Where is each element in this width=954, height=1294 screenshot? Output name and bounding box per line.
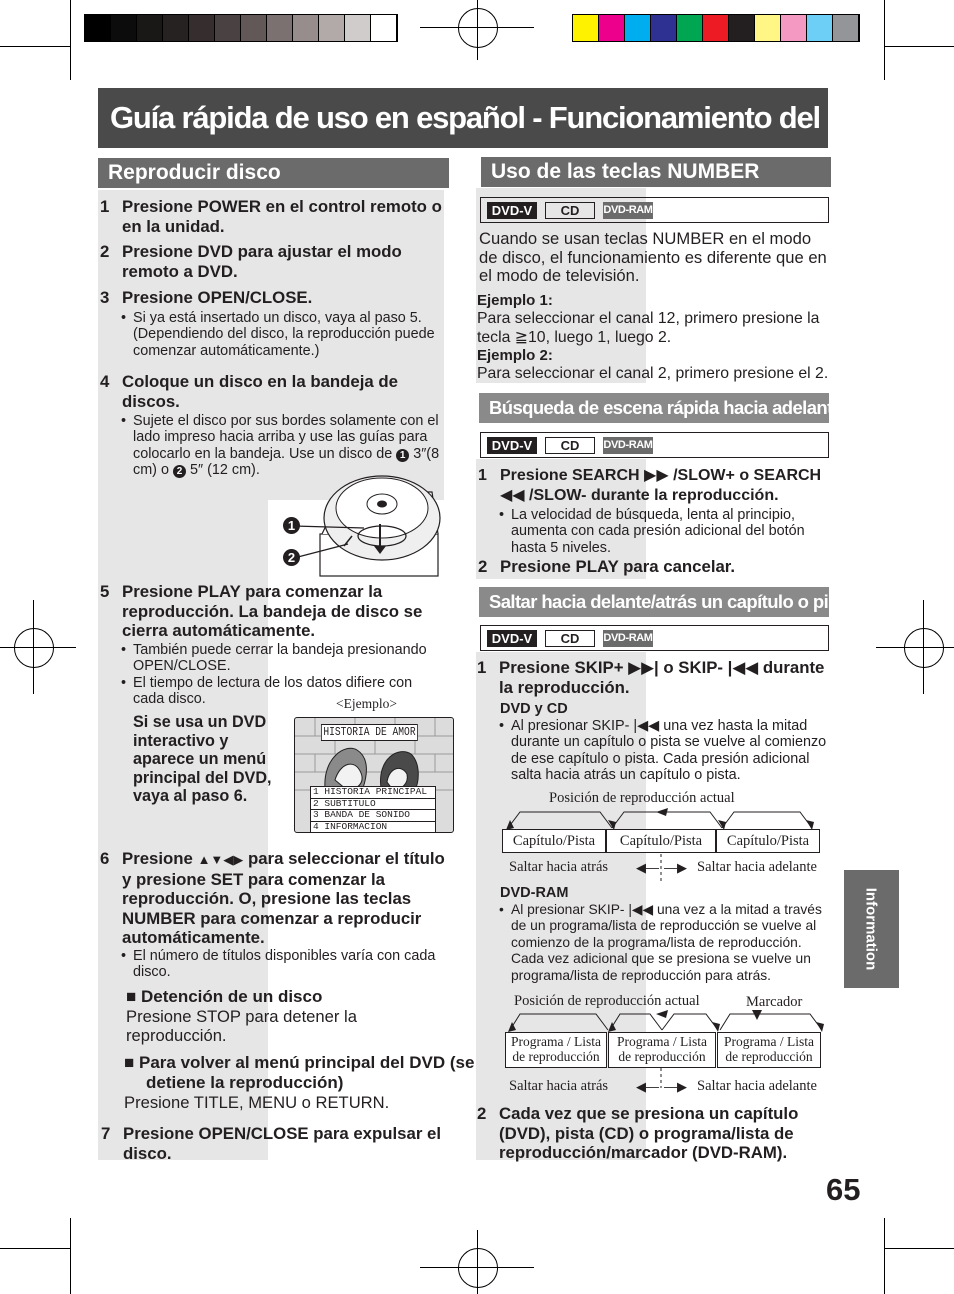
cell-text: de reproducción bbox=[512, 1049, 600, 1064]
note-text: Sujete el disco por sus bordes solamente con el lado impreso hacia arriba y use las guías para colocarlo en la bandeja. Use un disco de bbox=[133, 413, 439, 462]
skip-forward-label: Saltar hacia adelante bbox=[697, 1078, 817, 1094]
step-text: Presione bbox=[122, 849, 193, 868]
arrow-right-icon: —▶ bbox=[664, 860, 687, 875]
badge-dvd-v: DVD-V bbox=[487, 630, 537, 647]
subheading-stop: ■ Detención de un disco bbox=[126, 987, 323, 1006]
color-swatch bbox=[267, 15, 293, 41]
dvd-menu-example bbox=[294, 717, 454, 833]
disc-type-badges bbox=[480, 625, 829, 651]
note-text: 5″ (12 cm). bbox=[189, 462, 260, 479]
crop-mark bbox=[884, 1218, 885, 1294]
step-3-note: • Si ya está insertado un disco, vaya al paso 5. (Dependiendo del disco, la reproducción puede comenzar automáticamente.) bbox=[121, 310, 435, 359]
registration-target bbox=[14, 628, 54, 668]
disc-type-badges bbox=[480, 197, 829, 223]
crop-mark bbox=[33, 600, 34, 694]
side-tab-label: Information bbox=[862, 887, 880, 971]
color-swatch bbox=[755, 15, 781, 41]
note-text: Al presionar SKIP- |◀◀ una vez a la mitad a través de un programa/lista de reproducción se vuelve al comienzo de la programa/lista de reproducción. Cada vez adicional que se presiona se vuelve un programa/lista de reproducción para atrás. bbox=[511, 902, 822, 983]
menu-item: 3 BANDA DE SONIDO bbox=[310, 810, 436, 822]
step-4-note: • Sujete el disco por sus bordes solamente con el lado impreso hacia arriba y use las guías para colocarlo en la bandeja. Use un disco de 1 3″(8 cm) o 2 5″ (12 cm). bbox=[121, 413, 440, 479]
number-keys-intro: Cuando se usan teclas NUMBER en el modo de disco, el funcionamiento es diferente que en el modo de televisión. bbox=[479, 229, 827, 286]
color-swatch bbox=[137, 15, 163, 41]
badge-dvd-ram: DVD-RAM bbox=[603, 437, 653, 454]
subheading-return-menu: ■ Para volver al menú principal del DVD (se detiene la reproducción) bbox=[124, 1053, 475, 1092]
step-text: Presione DVD para ajustar el modo remoto a DVD. bbox=[122, 242, 402, 281]
note-text: El tiempo de lectura de los datos difiere con cada disco. bbox=[133, 675, 413, 708]
search-step-1 bbox=[478, 466, 836, 505]
color-swatch bbox=[85, 15, 111, 41]
chapter-track-cell bbox=[606, 829, 716, 853]
dvd-cd-heading: DVD y CD bbox=[500, 701, 568, 717]
return-menu-text: Presione TITLE, MENU o RETURN. bbox=[124, 1093, 390, 1112]
cell-text: Programa / Lista bbox=[617, 1034, 707, 1049]
disc-tray-illustration bbox=[282, 474, 442, 580]
page-title-bar bbox=[98, 88, 912, 148]
menu-item: 2 SUBTITULO bbox=[310, 799, 436, 811]
search-step-2 bbox=[478, 557, 830, 577]
note-text: Si ya está insertado un disco, vaya al paso 5. (Dependiendo del disco, la reproducción puede comenzar automáticamente.) bbox=[133, 310, 435, 359]
menu-item: 4 INFORMACION bbox=[310, 822, 436, 834]
dvd-cd-note: • Al presionar SKIP- |◀◀ una vez hasta la mitad durante un capítulo o pista se vuelve al comienzo de ese capítulo o pista. Cada presión adicional salta hacia atrás un capítulo o pista. bbox=[499, 718, 827, 784]
arrow-left-icon: ◀— bbox=[636, 1079, 659, 1094]
arrow-keys-icon: ▲▼◀▶ bbox=[197, 852, 244, 867]
process-color-bar bbox=[572, 14, 860, 42]
step-text: Presione SEARCH ▶▶ /SLOW+ o SEARCH ◀◀ /SLOW- durante la reproducción. bbox=[500, 467, 822, 504]
color-swatch bbox=[833, 15, 859, 41]
step-1 bbox=[100, 197, 442, 236]
cell-text: Programa / Lista bbox=[724, 1034, 814, 1049]
skip-back-label: Saltar hacia atrás bbox=[509, 1078, 609, 1094]
step-6 bbox=[100, 849, 448, 948]
crop-mark bbox=[876, 647, 954, 648]
cell-text: de reproducción bbox=[725, 1049, 813, 1064]
dvd-ram-note: • Al presionar SKIP- |◀◀ una vez a la mitad a través de un programa/lista de reproducción se vuelve al comienzo de la programa/lista de reproducción. Cada vez adicional que se presiona se vuelve un programa/lista de reproducción para atrás. bbox=[499, 902, 822, 983]
callout-2: 2 bbox=[283, 549, 300, 566]
gray-scale-color-bar bbox=[84, 14, 398, 42]
search-step-1-note: • La velocidad de búsqueda, lenta al principio, aumenta con cada presión adicional del botón hasta 5 niveles. bbox=[499, 507, 805, 556]
color-swatch bbox=[111, 15, 137, 41]
program-playlist-cell bbox=[608, 1032, 716, 1068]
cell-text: Capítulo/Pista bbox=[726, 833, 810, 849]
step-text: Presione POWER en el control remoto o en la unidad. bbox=[122, 197, 442, 236]
chapter-track-cell bbox=[502, 829, 606, 853]
current-position-label: Posición de reproducción actual bbox=[549, 790, 735, 806]
registration-target bbox=[458, 1248, 498, 1288]
color-swatch bbox=[651, 15, 677, 41]
step-text: Cada vez que se presiona un capítulo (DVD), pista (CD) o programa/lista de reproducción/marcador (DVD-RAM). bbox=[499, 1104, 799, 1162]
color-swatch bbox=[599, 15, 625, 41]
color-swatch bbox=[703, 15, 729, 41]
current-position-label: Posición de reproducción actual bbox=[514, 993, 700, 1009]
crop-mark bbox=[0, 1248, 70, 1249]
step-number: 1 bbox=[477, 658, 487, 677]
circled-number-1: 1 bbox=[396, 449, 409, 462]
dvd-ram-heading: DVD-RAM bbox=[500, 885, 569, 901]
step-7 bbox=[101, 1124, 458, 1163]
step-number: 7 bbox=[101, 1124, 111, 1143]
cell-text: Capítulo/Pista bbox=[619, 833, 703, 849]
badge-dvd-v: DVD-V bbox=[487, 202, 537, 219]
marker-label: Marcador bbox=[746, 994, 803, 1010]
step-3 bbox=[100, 288, 442, 308]
cell-text: de reproducción bbox=[618, 1049, 706, 1064]
example-2-text: Para seleccionar el canal 2, primero presione el 2. bbox=[477, 365, 829, 382]
example-1-text: Para seleccionar el canal 12, primero presione la tecla ≧10, luego 1, luego 2. bbox=[477, 310, 820, 346]
badge-cd: CD bbox=[545, 437, 595, 454]
color-swatch bbox=[729, 15, 755, 41]
step-5-note-2: • El tiempo de lectura de los datos difiere con cada disco. bbox=[121, 675, 413, 708]
color-swatch bbox=[189, 15, 215, 41]
menu-item-list bbox=[310, 786, 436, 833]
menu-title: HISTORIA DE AMOR bbox=[321, 724, 418, 741]
arrow-left-icon: ◀— bbox=[636, 860, 659, 875]
badge-cd: CD bbox=[545, 202, 595, 219]
step-number: 3 bbox=[100, 288, 110, 307]
step-text: Presione PLAY para comenzar la reproducción. La bandeja de disco se cierra automáticamente. bbox=[122, 582, 423, 640]
example-label: <Ejemplo> bbox=[336, 696, 397, 711]
cell-text: Capítulo/Pista bbox=[512, 833, 596, 849]
step-number: 6 bbox=[100, 849, 110, 868]
circled-number-2: 2 bbox=[173, 465, 186, 478]
badge-dvd-ram: DVD-RAM bbox=[603, 630, 653, 647]
callout-1: 1 bbox=[283, 517, 300, 534]
step-2 bbox=[100, 242, 442, 281]
badge-cd: CD bbox=[545, 630, 595, 647]
stop-text: Presione STOP para detener la reproducción. bbox=[126, 1007, 357, 1045]
note-text: Al presionar SKIP- |◀◀ una vez hasta la mitad durante un capítulo o pista se vuelve al comienzo de ese capítulo o pista. Cada presión adicional salta hacia atrás un capítulo o pista. bbox=[511, 718, 827, 784]
program-playlist-cell bbox=[505, 1032, 607, 1068]
step-text: Presione SKIP+ ▶▶| o SKIP- |◀◀ durante la reproducción. bbox=[499, 658, 825, 697]
crop-mark bbox=[70, 0, 71, 80]
step-text: Presione PLAY para cancelar. bbox=[500, 557, 736, 576]
crop-mark bbox=[884, 46, 954, 47]
crop-mark bbox=[884, 1248, 954, 1249]
disc-type-badges bbox=[480, 432, 829, 458]
note-text: La velocidad de búsqueda, lenta al principio, aumenta con cada presión adicional del botón hasta 5 niveles. bbox=[511, 507, 805, 556]
page-title: Guía rápida de uso en español - Funcionamiento del disco- bbox=[110, 100, 912, 135]
skip-forward-label: Saltar hacia adelante bbox=[697, 859, 817, 875]
color-swatch bbox=[573, 15, 599, 41]
color-swatch bbox=[807, 15, 833, 41]
crop-mark bbox=[70, 1218, 71, 1294]
section-heading-play-disc: Reproducir disco bbox=[98, 158, 449, 188]
color-swatch bbox=[371, 15, 397, 41]
arrow-right-icon: —▶ bbox=[664, 1079, 687, 1094]
color-swatch bbox=[215, 15, 241, 41]
step-text: Presione OPEN/CLOSE para expulsar el disco. bbox=[123, 1124, 442, 1163]
color-swatch bbox=[677, 15, 703, 41]
crop-mark bbox=[0, 647, 76, 648]
page-number: 65 bbox=[826, 1172, 861, 1207]
note-text: También puede cerrar la bandeja presionando OPEN/CLOSE. bbox=[133, 642, 427, 675]
chapter-track-cell bbox=[716, 829, 820, 853]
step-number: 1 bbox=[100, 197, 110, 216]
step-4 bbox=[100, 372, 442, 411]
crop-mark bbox=[477, 1230, 478, 1294]
step-text: Coloque un disco en la bandeja de discos. bbox=[122, 372, 398, 411]
step-text: para seleccionar el título y presione SET para comenzar la reproducción. O, presione las teclas NUMBER para comenzar a reproducir automáticamente. bbox=[122, 849, 445, 947]
registration-target bbox=[458, 8, 498, 48]
badge-dvd-ram: DVD-RAM bbox=[603, 202, 653, 219]
section-heading-number-keys: Uso de las teclas NUMBER bbox=[481, 157, 831, 187]
registration-target bbox=[904, 628, 944, 668]
step-5-note-1: • También puede cerrar la bandeja presionando OPEN/CLOSE. bbox=[121, 642, 427, 675]
note-text: El número de títulos disponibles varía con cada disco. bbox=[133, 948, 436, 981]
color-swatch bbox=[625, 15, 651, 41]
step-number: 1 bbox=[478, 467, 487, 484]
color-swatch bbox=[781, 15, 807, 41]
section-heading-search: Búsqueda de escena rápida hacia adelante/atrás bbox=[479, 393, 829, 423]
crop-mark bbox=[923, 600, 924, 694]
step-number: 2 bbox=[477, 1104, 487, 1123]
example-2-heading: Ejemplo 2: bbox=[477, 347, 553, 364]
step-text: Presione OPEN/CLOSE. bbox=[122, 288, 313, 307]
example-1-heading: Ejemplo 1: bbox=[477, 292, 553, 309]
note-text: 3″(8 cm) o bbox=[133, 445, 440, 479]
step-number: 2 bbox=[100, 242, 110, 261]
interactive-dvd-note: Si se usa un DVD interactivo y aparece un menú principal del DVD, vaya al paso 6. bbox=[133, 713, 272, 805]
crop-mark bbox=[0, 46, 70, 47]
step-number: 5 bbox=[100, 582, 110, 601]
cell-text: Programa / Lista bbox=[511, 1034, 601, 1049]
skip-step-1 bbox=[477, 658, 829, 697]
color-swatch bbox=[345, 15, 371, 41]
step-6-note: • El número de títulos disponibles varía con cada disco. bbox=[121, 948, 436, 981]
menu-item: 1 HISTORIA PRINCIPAL bbox=[310, 786, 436, 799]
program-playlist-cell bbox=[717, 1032, 821, 1068]
color-swatch bbox=[163, 15, 189, 41]
color-swatch bbox=[319, 15, 345, 41]
information-side-tab bbox=[844, 870, 899, 988]
color-swatch bbox=[293, 15, 319, 41]
step-5 bbox=[100, 582, 447, 641]
badge-dvd-v: DVD-V bbox=[487, 437, 537, 454]
color-swatch bbox=[241, 15, 267, 41]
skip-back-label: Saltar hacia atrás bbox=[509, 859, 609, 875]
crop-mark bbox=[477, 0, 478, 60]
step-number: 2 bbox=[478, 557, 488, 576]
skip-step-2 bbox=[477, 1104, 834, 1163]
section-heading-skip: Saltar hacia delante/atrás un capítulo o pista bbox=[479, 587, 829, 617]
step-number: 4 bbox=[100, 372, 110, 391]
crop-mark bbox=[884, 0, 885, 80]
